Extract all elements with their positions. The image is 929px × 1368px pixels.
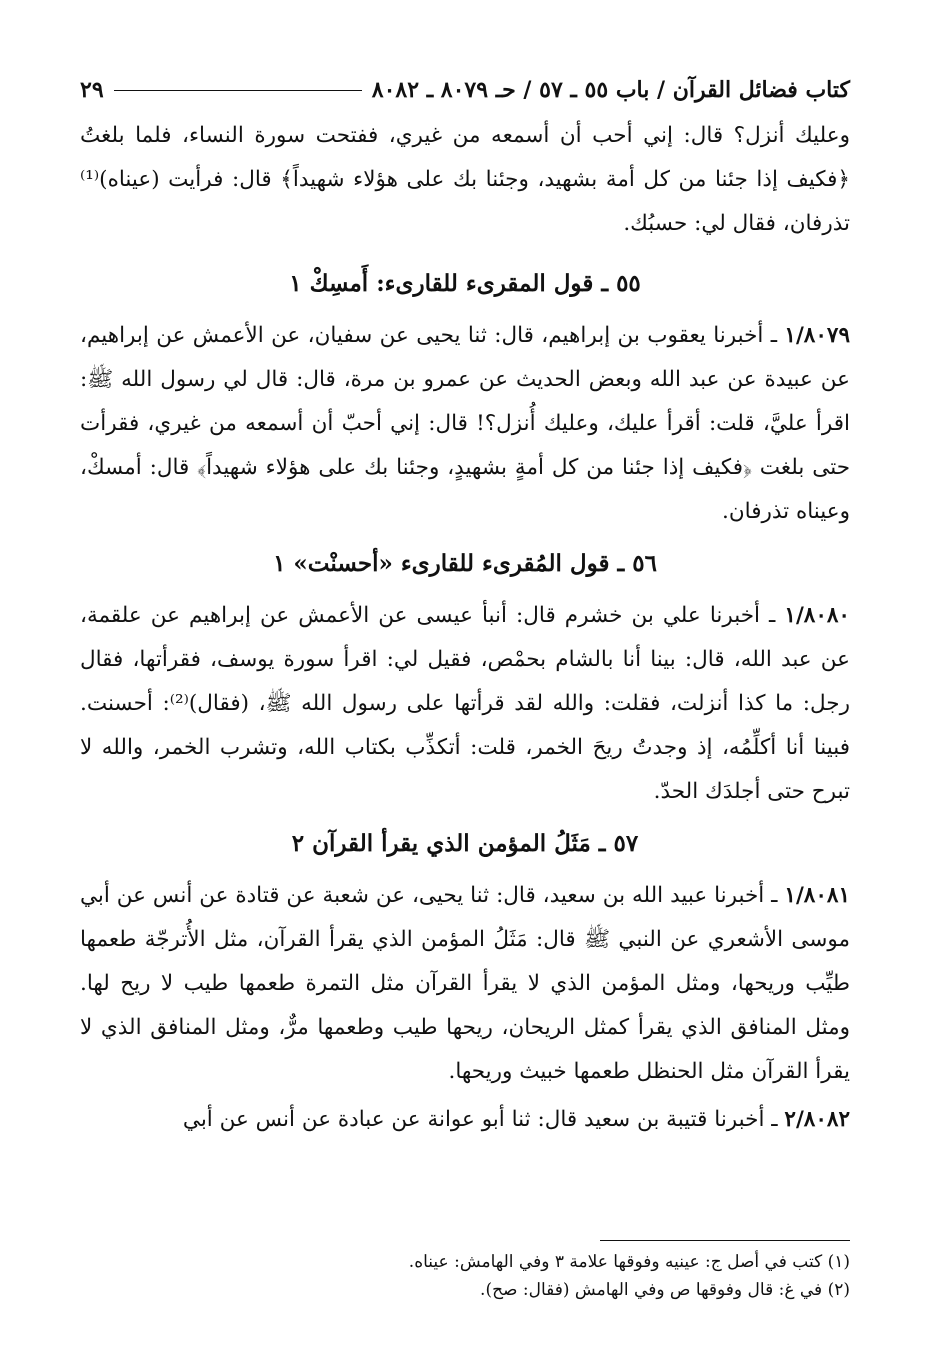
page-number: ٢٩ — [80, 77, 104, 103]
footnotes — [80, 1248, 850, 1304]
running-header — [80, 70, 850, 110]
section-heading: ٥٧ ـ مَثَلُ المؤمن الذي يقرأ القرآن ٢ — [291, 830, 639, 857]
hadith-paragraph — [80, 314, 850, 534]
hadith-paragraph — [80, 594, 850, 814]
hadith-text: ـ أخبرنا عبيد الله بن سعيد، قال: ثنا يحيى، عن شعبة عن قتادة عن أنس عن أبي موسى الأشعري عن النبي ﷺ قال: مَثَلُ المؤمن الذي يقرأ القرآن، مثل الأُترجّة طعمها طيِّب وريحها، ومثل المؤمن الذي لا يقرأ القرآن مثل التمرة طعمها طيب لا ريح لها. ومثل المنافق الذي يقرأ كمثل الريحان، ريحها طيب وطعمها مرٌّ، ومثل المنافق الذي لا يقرأ القرآن مثل الحنظل طعمها خبيث وريحها. — [80, 883, 850, 1084]
hadith-number: ٢/٨٠٨٢ — [784, 1107, 850, 1132]
header-title: كتاب فضائل القرآن / باب ٥٥ ـ ٥٧ / حـ ٨٠٧٩ ـ ٨٠٨٢ — [371, 77, 850, 103]
hadith-text: ـ أخبرنا يعقوب بن إبراهيم، قال: ثنا يحيى عن سفيان، عن الأعمش عن إبراهيم، عن عبيدة عن عبد الله وبعض الحديث عن عمرو بن مرة، قال: قال لي رسول الله ﷺ: اقرأ عليَّ، قلت: أقرأ عليك، وعليك أُنزل؟! قال: إني أحبّ أن أسمعه من غيري، فقرأت حتى بلغت ﴿فكيف إذا جئنا من كل أمةٍ بشهيدٍ، وجئنا بك على هؤلاء شهيداً﴾ قال: أمسكْ، وعيناه تذرفان. — [80, 323, 850, 524]
intro-paragraph: وعليك أنزل؟ قال: إني أحب أن أسمعه من غيري، ففتحت سورة النساء، فلما بلغتُ ﴿فكيف إذا جئنا من كل أمة بشهيد، وجئنا بك على هؤلاء شهيداً﴾ قال: فرأيت (عيناه)⁽¹⁾ تذرفان، فقال لي: حسبُك. — [80, 123, 850, 236]
hadith-paragraph — [80, 1098, 850, 1142]
footnote: (٢) في غ: قال وفوقها ص وفي الهامش (فقال: صح). — [480, 1280, 850, 1300]
header-rule — [114, 90, 362, 91]
section-heading: ٥٦ ـ قول المُقرىء للقارىء «أحسنْت» ١ — [273, 550, 657, 577]
hadith-paragraph — [80, 874, 850, 1094]
section-heading: ٥٥ ـ قول المقرىء للقارىء: أَمسِكْ ١ — [289, 270, 641, 297]
hadith-number: ١/٨٠٧٩ — [784, 323, 850, 348]
hadith-text: ـ أخبرنا قتيبة بن سعيد قال: ثنا أبو عوانة عن عبادة عن أنس عن أبي — [182, 1107, 778, 1132]
footnote-rule — [600, 1240, 850, 1241]
footnote: (١) كتب في أصل ج: عينيه وفوقها علامة ٣ وفي الهامش: عيناه. — [408, 1252, 850, 1272]
book-page — [80, 70, 850, 1300]
hadith-text: ـ أخبرنا علي بن خشرم قال: أنبأ عيسى عن الأعمش عن إبراهيم عن علقمة، عن عبد الله، قال: بينا أنا بالشام بحمْص، فقيل لي: اقرأ سورة يوسف، فقرأتها، فقال رجل: ما كذا أنزلت، فقلت: والله لقد قرأتها على رسول الله ﷺ، (فقال)⁽²⁾: أحسنت. فبينا أنا أكلِّمُه، إذ وجدتُ ريحَ الخمر، قلت: أتكذِّب بكتاب الله، وتشرب الخمر، والله لا تبرح حتى أجلدَك الحدّ. — [80, 603, 850, 804]
hadith-number: ١/٨٠٨٠ — [784, 603, 850, 628]
hadith-number: ١/٨٠٨١ — [784, 883, 850, 908]
